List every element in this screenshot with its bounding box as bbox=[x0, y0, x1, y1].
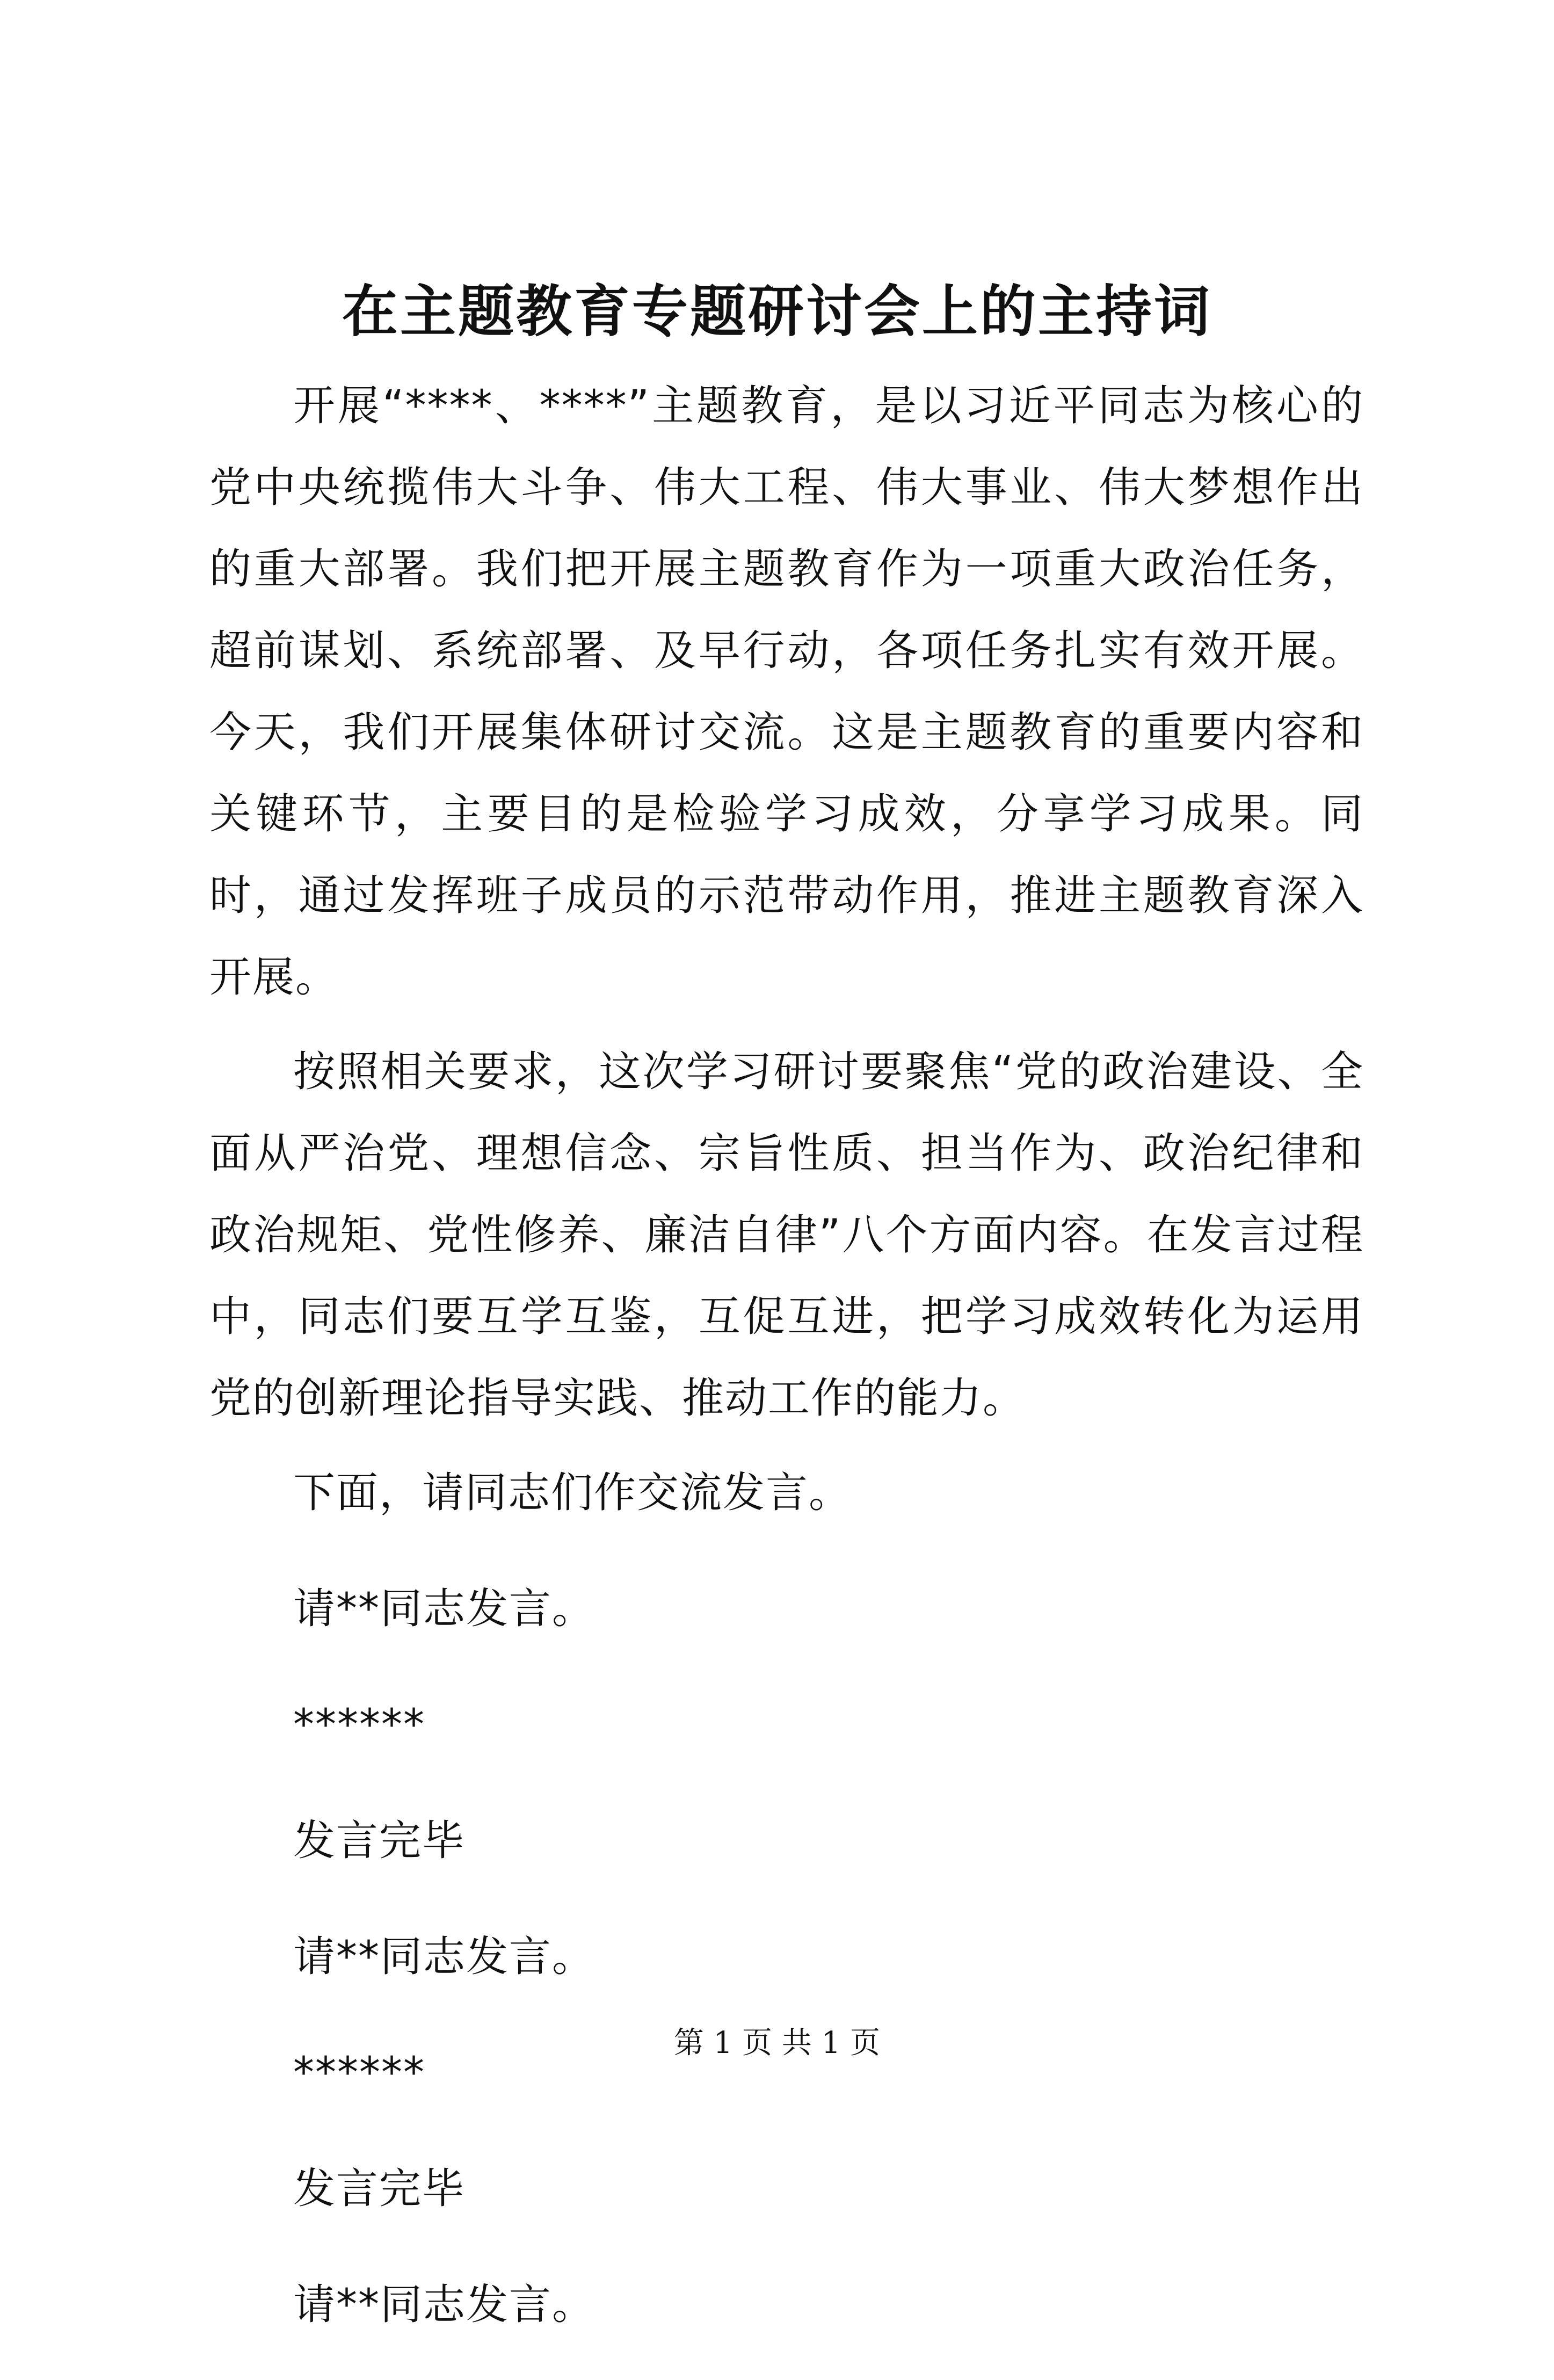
line-speech-finished: 发言完毕 bbox=[293, 1817, 466, 1865]
line-placeholder: ****** bbox=[293, 1701, 425, 1749]
document-title: 在主题教育专题研讨会上的主持词 bbox=[342, 278, 1212, 344]
line-speaker-invite: 请**同志发言。 bbox=[293, 1933, 596, 1981]
line-speaker-invite: 请**同志发言。 bbox=[293, 1585, 596, 1633]
line-speaker-invite: 请**同志发言。 bbox=[293, 2281, 596, 2329]
line-speech-finished: 发言完毕 bbox=[293, 2165, 466, 2213]
line-invitation: 下面，请同志们作交流发言。 bbox=[293, 1469, 852, 1517]
page-number-footer: 第 1 页 共 1 页 bbox=[673, 2026, 881, 2060]
paragraph-requirements: 按照相关要求，这次学习研讨要聚焦“党的政治建设、全面从严治党、理想信念、宗旨性质、担当作为、政治纪律和政治规矩、党性修养、廉洁自律”八个方面内容。在发言过程中，同志们要互学互鉴，互促互进，把学习成效转化为运用党的创新理论指导实践、推动工作的能力。 bbox=[209, 1048, 1364, 1423]
document-body bbox=[209, 365, 1364, 2380]
line-placeholder: ****** bbox=[293, 2049, 425, 2097]
paragraph-intro: 开展“****、****”主题教育，是以习近平同志为核心的党中央统揽伟大斗争、伟大工程、伟大事业、伟大梦想作出的重大部署。我们把开展主题教育作为一项重大政治任务，超前谋划、系统部署、及早行动，各项任务扎实有效开展。今天，我们开展集体研讨交流。这是主题教育的重要内容和关键环节，主要目的是检验学习成效，分享学习成果。同时，通过发挥班子成员的示范带动作用，推进主题教育深入开展。 bbox=[209, 382, 1364, 1002]
